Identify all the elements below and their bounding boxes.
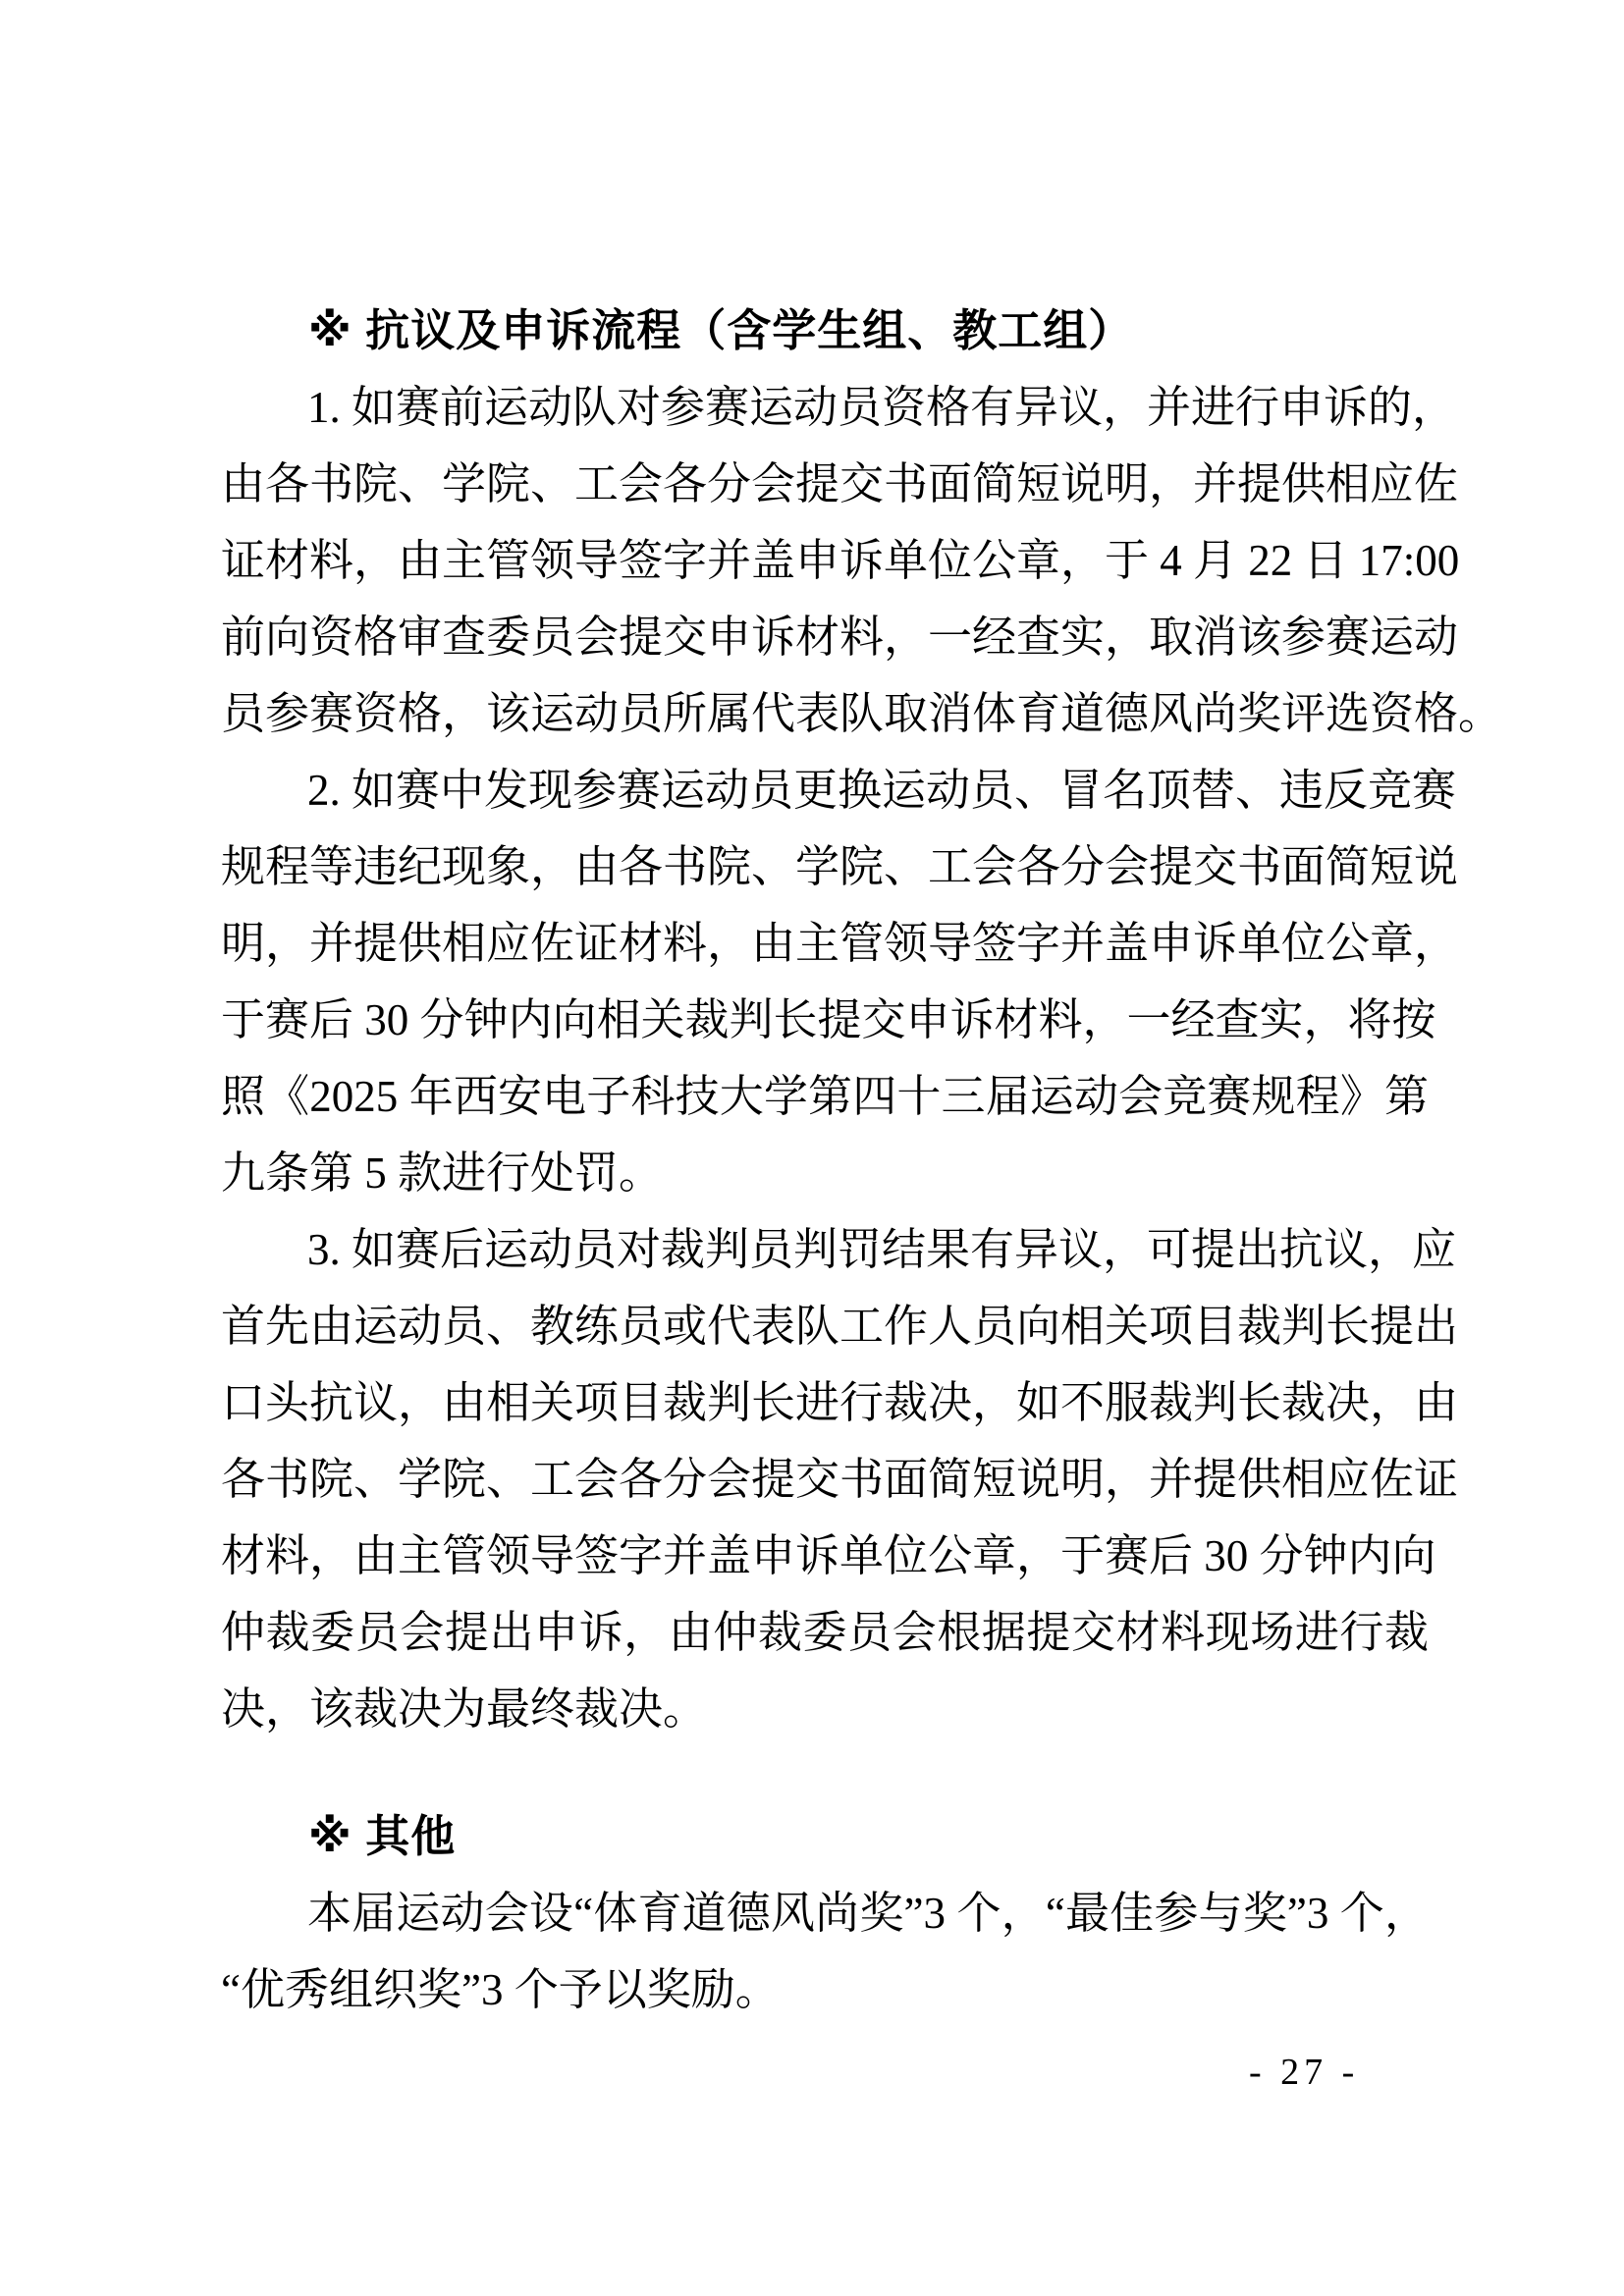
text-line: 决，该裁决为最终裁决。 [221, 1684, 708, 1734]
text-line: 照《2025 年西安电子科技大学第四十三届运动会竞赛规程》第 [221, 1072, 1429, 1121]
text-line: 首先由运动员、教练员或代表队工作人员向相关项目裁判长提出 [221, 1302, 1459, 1351]
text-line: 明，并提供相应佐证材料，由主管领导签字并盖申诉单位公章， [221, 919, 1459, 968]
text-line: 由各书院、学院、工会各分会提交书面简短说明，并提供相应佐 [221, 459, 1459, 508]
paragraph-awards [221, 1875, 1429, 2028]
text-line: “优秀组织奖”3 个予以奖励。 [221, 1965, 780, 2014]
page-number: - 27 - [1249, 2052, 1360, 2093]
text-line: 仲裁委员会提出申诉，由仲裁委员会根据提交材料现场进行裁 [221, 1608, 1429, 1657]
text-line: 九条第 5 款进行处罚。 [221, 1148, 664, 1198]
text-line: 规程等违纪现象，由各书院、学院、工会各分会提交书面简短说 [221, 842, 1459, 891]
text-line: 口头抗议，由相关项目裁判长进行裁决，如不服裁判长裁决，由 [221, 1378, 1459, 1427]
paragraph-post-competition-protest [221, 1211, 1459, 1747]
text-line: 前向资格审查委员会提交申诉材料，一经查实，取消该参赛运动 [221, 613, 1459, 662]
text-line: 3. 如赛后运动员对裁判员判罚结果有异议，可提出抗议，应 [307, 1225, 1457, 1274]
paragraph-mid-competition-violation [221, 752, 1459, 1211]
text-line: 各书院、学院、工会各分会提交书面简短说明，并提供相应佐证 [221, 1455, 1459, 1504]
text-line: 于赛后 30 分钟内向相关裁判长提交申诉材料，一经查实，将按 [221, 995, 1436, 1044]
section-heading-appeal-process: ※ 抗议及申诉流程（含学生组、教工组） [308, 305, 1134, 355]
document-body [221, 293, 1503, 2028]
text-line: 员参赛资格，该运动员所属代表队取消体育道德风尚奖评选资格。 [221, 689, 1503, 738]
paragraph-pre-competition-appeal [221, 369, 1503, 752]
text-line: 1. 如赛前运动队对参赛运动员资格有异议，并进行申诉的， [307, 383, 1457, 432]
text-line: 2. 如赛中发现参赛运动员更换运动员、冒名顶替、违反竞赛 [307, 766, 1457, 815]
text-line: 材料，由主管领导签字并盖申诉单位公章，于赛后 30 分钟内向 [221, 1531, 1436, 1580]
text-line: 证材料，由主管领导签字并盖申诉单位公章，于 4 月 22 日 17:00 [221, 536, 1460, 585]
section-heading-other: ※ 其他 [308, 1811, 457, 1861]
text-line: 本届运动会设“体育道德风尚奖”3 个，“最佳参与奖”3 个， [307, 1889, 1429, 1938]
